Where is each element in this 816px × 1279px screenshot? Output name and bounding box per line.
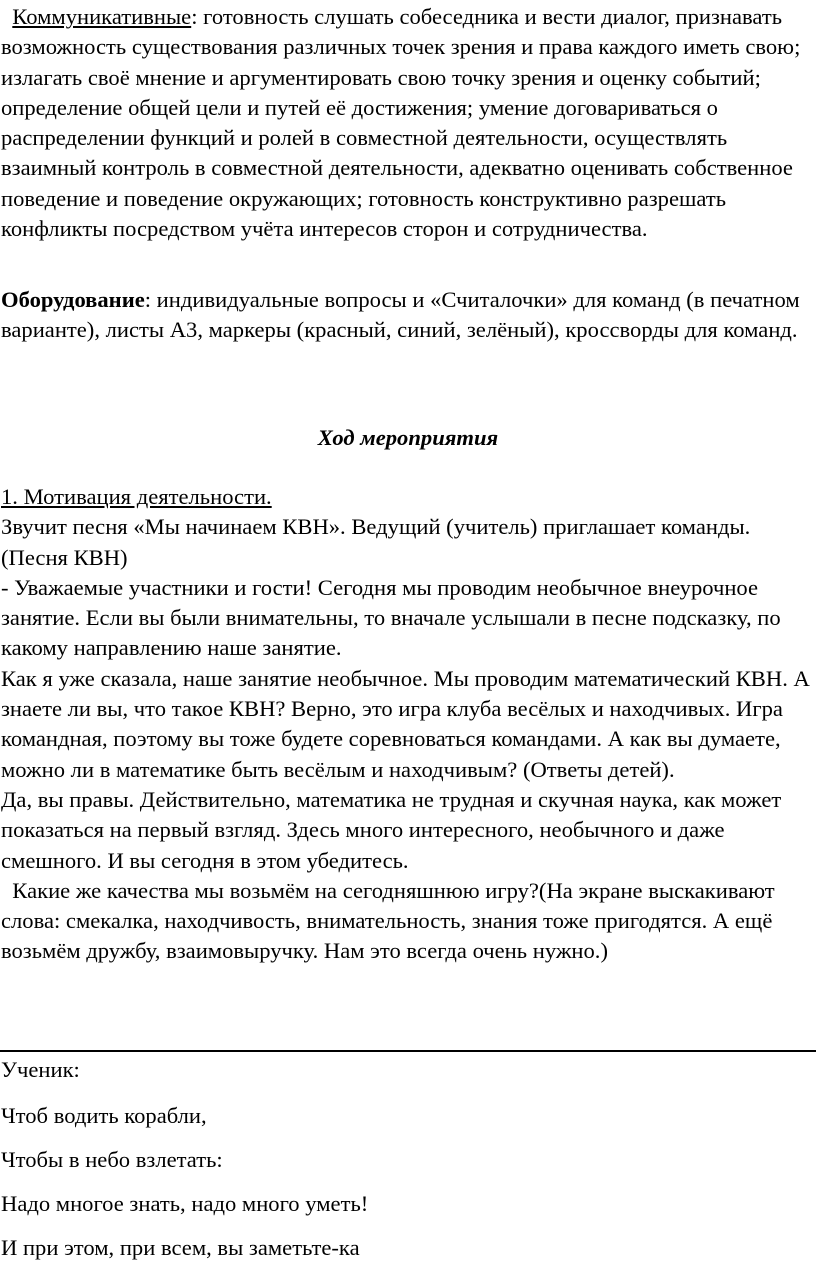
communicative-text: : готовность слушать собеседника и вести диалог, признавать возможность существования различных точек зрения и права каждого иметь свою; излагать своё мнение и аргументировать свою точку зрения и оценку событий; определение общей цели и путей её достижения; умение договариваться о распределении функций и ролей в совместной деятельности, осуществлять взаимный контроль в совместной деятельности, адекватно оценивать собственное поведение и поведение окружающих; готовность конструктивно разрешать конфликты посредством учёта интересов сторон и сотрудничества. <box>1 4 801 242</box>
verse-line: И при этом, при всем, вы заметьте-ка <box>1 1235 360 1260</box>
communicative-term: Коммуникативные <box>12 4 192 29</box>
verse-speaker: Ученик: <box>1 1057 80 1082</box>
paragraph-indent <box>1 4 12 29</box>
equipment-term: Оборудование <box>1 287 145 312</box>
motivation-line: Как я уже сказала, наше занятие необычное. Мы проводим математический КВН. А знаете ли вы, что такое КВН? Верно, это игра клуба весёлых и находчивых. Игра командная, поэтому вы тоже будете соревноваться командами. А как вы думаете, можно ли в математике быть весёлым и находчивым? (Ответы детей). <box>1 665 810 782</box>
motivation-line: Звучит песня «Мы начинаем КВН». Ведущий (учитель) приглашает команды. (Песня КВН) <box>1 514 751 570</box>
equipment-paragraph <box>0 285 816 346</box>
section-heading: Ход мероприятия <box>317 425 499 450</box>
verse-line: Надо многое знать, надо много уметь! <box>1 1191 369 1216</box>
verse-line: Чтобы в небо взлетать: <box>1 1147 223 1172</box>
motivation-section <box>0 482 816 967</box>
verse-line: Чтоб водить корабли, <box>1 1103 207 1128</box>
communicative-skills-paragraph <box>0 2 816 244</box>
motivation-line: - Уважаемые участники и гости! Сегодня мы проводим необычное внеурочное занятие. Если вы были внимательны, то вначале услышали в песне подсказку, по какому направлению наше занятие. <box>1 574 781 661</box>
motivation-line: Какие же качества мы возьмём на сегодняшнюю игру?(На экране выскакивают слова: смекалка, находчивость, внимательность, знания тоже пригодятся. А ещё возьмём дружбу, взаимовыручку. Нам это всегда очень нужно.) <box>1 877 781 964</box>
motivation-title: 1. Мотивация деятельности. <box>1 484 272 509</box>
equipment-text: : индивидуальные вопросы и «Считалочки» для команд (в печатном варианте), листы А3, маркеры (красный, синий, зелёный), кроссворды для команд. <box>1 287 800 343</box>
motivation-line: Да, вы правы. Действительно, математика не трудная и скучная наука, как может показаться на первый взгляд. Здесь много интересного, необычного и даже смешного. И вы сегодня в этом убедитесь. <box>1 786 782 873</box>
horizontal-divider <box>0 1050 816 1052</box>
